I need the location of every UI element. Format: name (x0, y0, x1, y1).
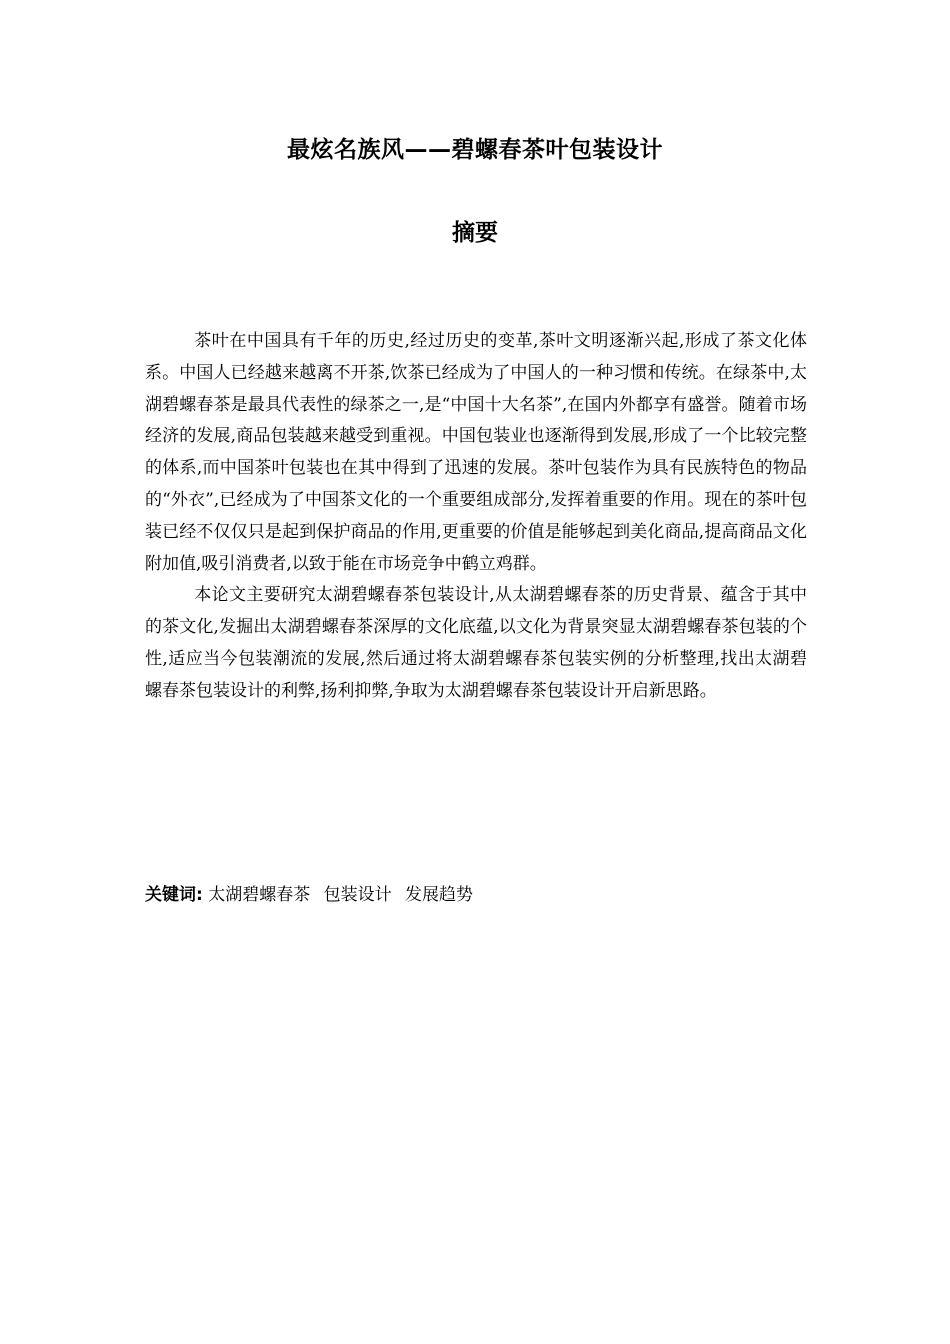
keyword-item: 发展趋势 (405, 885, 474, 905)
abstract-heading: 摘要 (452, 220, 498, 246)
abstract-paragraph-1: 茶叶在中国具有千年的历史,经过历史的变革,茶叶文明逐渐兴起,形成了茶文化体系。中国人已经越来越离不开茶,饮茶已经成为了中国人的一种习惯和传统。在绿茶中,太湖碧螺春茶是最具代表性的绿茶之一,是“中国十大名茶”,在国内外都享有盛誉。随着市场经济的发展,商品包装越来越受到重视。中国包装业也逐渐得到发展,形成了一个比较完整的体系,而中国茶叶包装也在其中得到了迅速的发展。茶叶包装作为具有民族特色的物品的“外衣”,已经成为了中国茶文化的一个重要组成部分,发挥着重要的作用。现在的茶叶包装已经不仅仅只是起到保护商品的作用,更重要的价值是能够起到美化商品,提高商品文化附加值,吸引消费者,以致于能在市场竞争中鹤立鸡群。 (145, 331, 807, 574)
keyword-item: 包装设计 (323, 885, 392, 905)
document-title: 最炫名族风——碧螺春茶叶包装设计 (287, 137, 663, 163)
keywords-line (145, 881, 807, 909)
abstract-paragraph-2: 本论文主要研究太湖碧螺春茶包装设计,从太湖碧螺春茶的历史背景、蕴含于其中的茶文化,发掘出太湖碧螺春茶深厚的文化底蕴,以文化为背景突显太湖碧螺春茶包装的个性,适应当今包装潮流的发展,然后通过将太湖碧螺春茶包装实例的分析整理,找出太湖碧螺春茶包装设计的利弊,扬利抑弊,争取为太湖碧螺春茶包装设计开启新思路。 (145, 585, 807, 701)
abstract-body (145, 326, 807, 708)
keywords-label: 关键词: (145, 885, 203, 905)
keyword-item: 太湖碧螺春茶 (208, 885, 311, 905)
